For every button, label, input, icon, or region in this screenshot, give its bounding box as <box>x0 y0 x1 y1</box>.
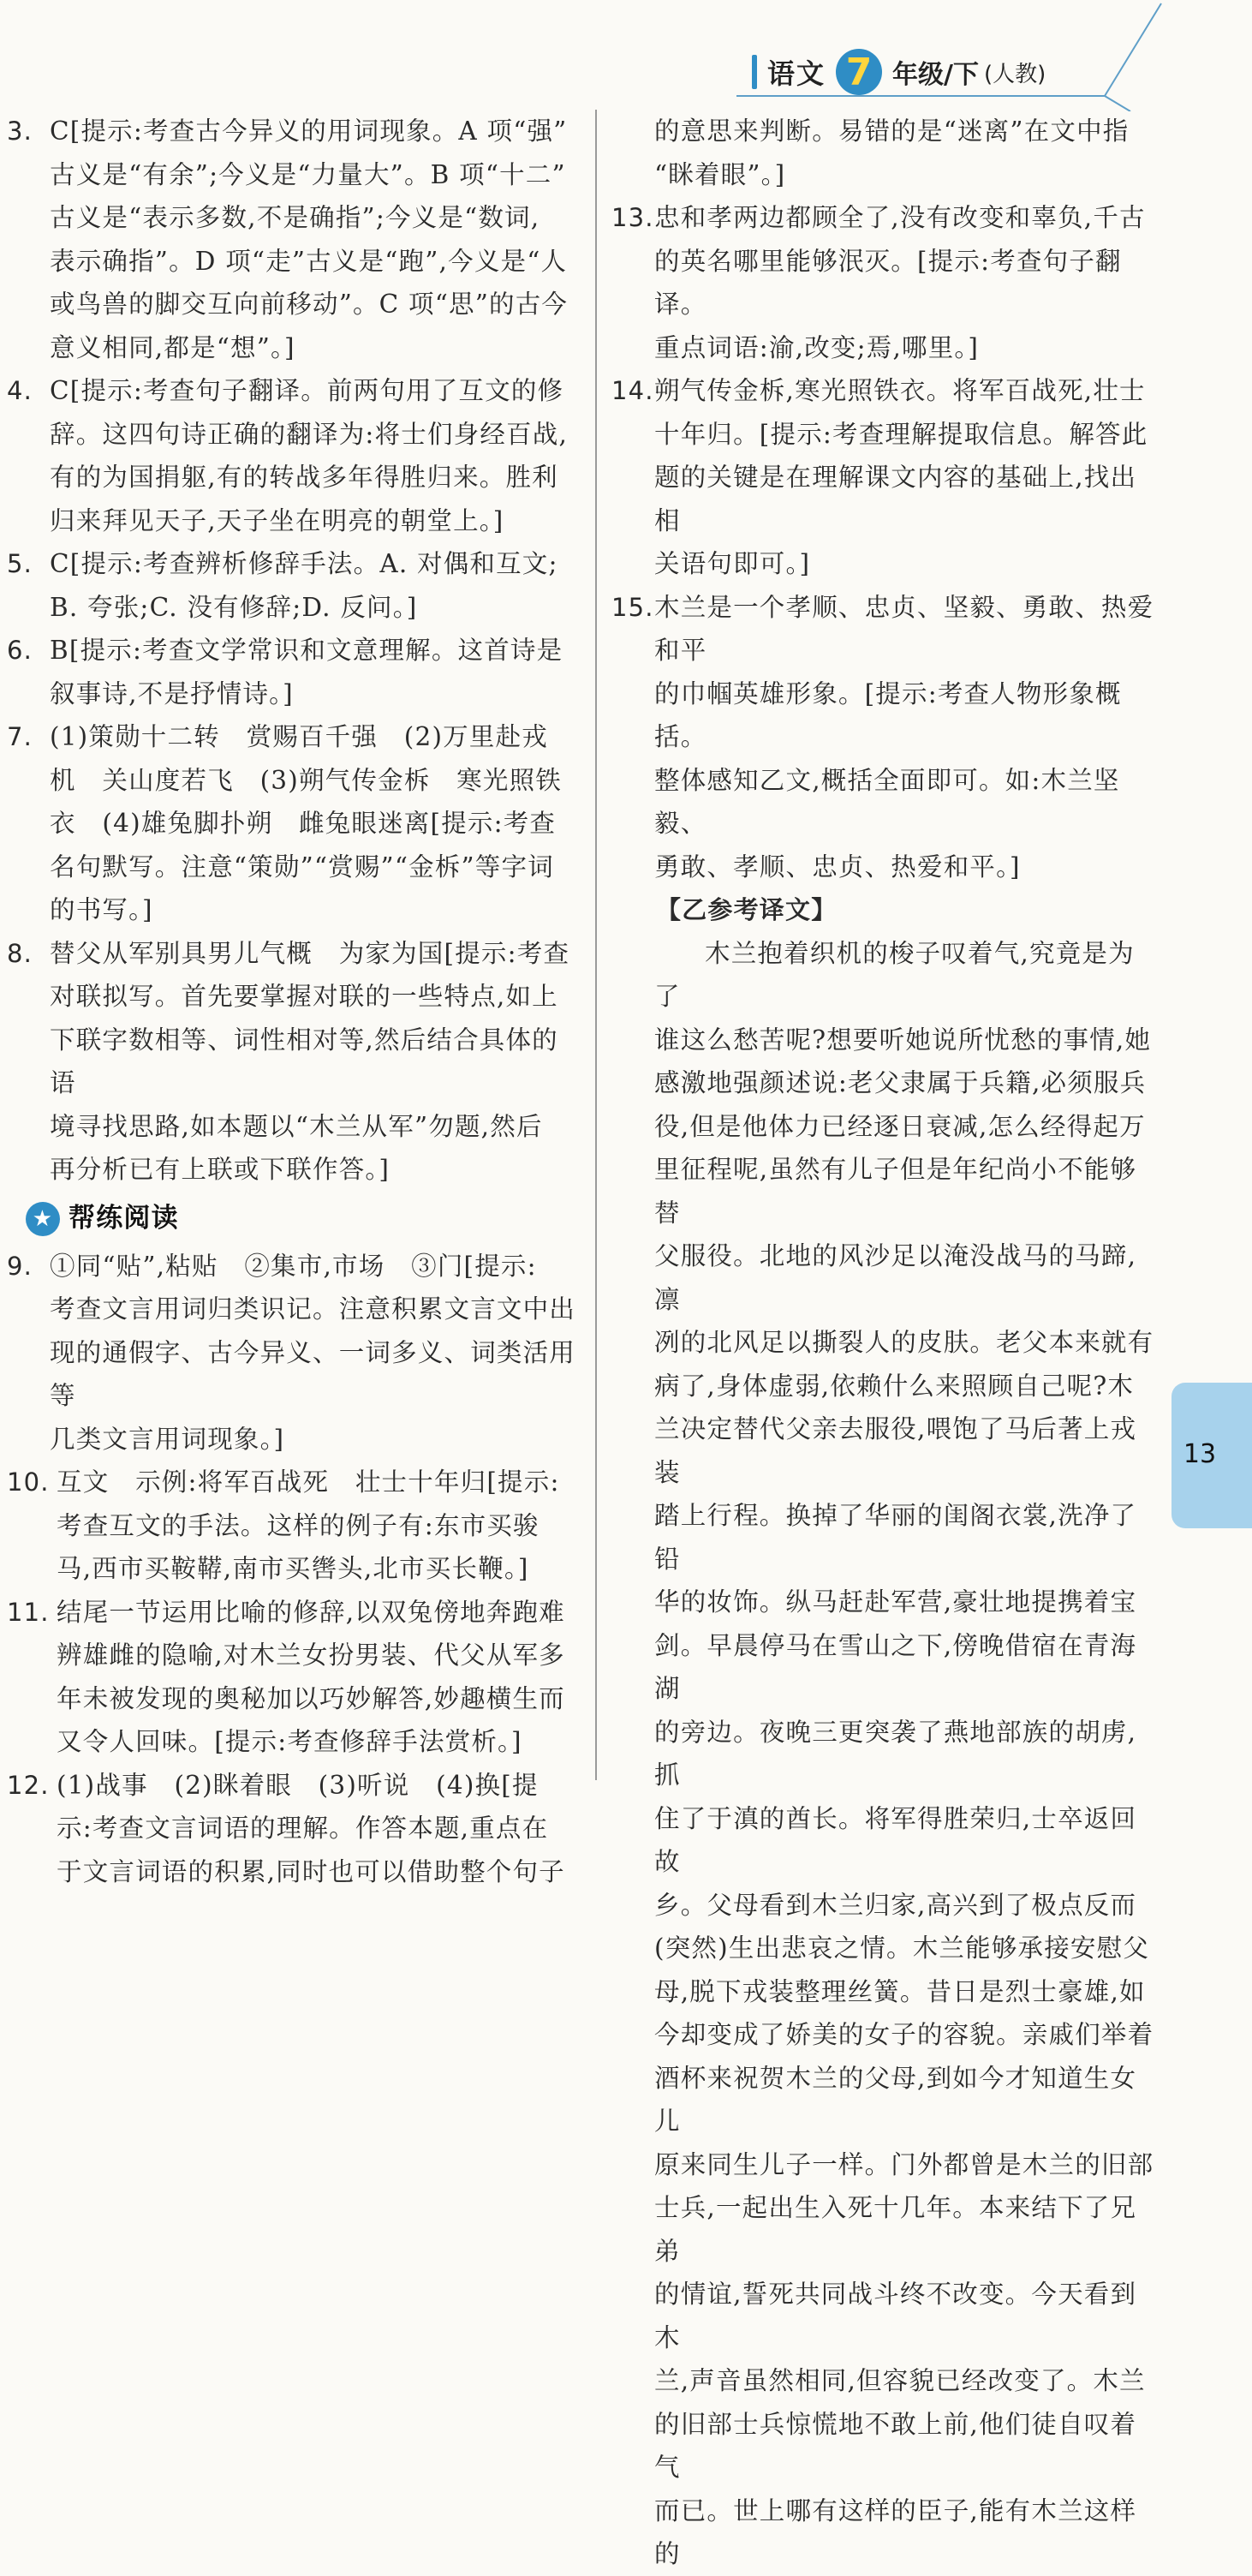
answer-line: 又令人回味。[提示:考查修辞手法赏析。] <box>57 1727 522 1756</box>
translation-line: 木兰抱着织机的梭子叹着气,究竟是为了 <box>654 938 1135 1011</box>
answer-line: 木兰是一个孝顺、忠贞、坚毅、勇敢、热爱和平 <box>654 592 1154 665</box>
answer-13 <box>611 196 1160 369</box>
answer-line: 马,西市买鞍鞯,南市买辔头,北市买长鞭。] <box>57 1554 529 1583</box>
column-divider <box>595 110 597 1780</box>
answer-line: ①同“贴”,粘贴 ②集市,市场 ③门[提示: <box>50 1251 537 1281</box>
answer-3 <box>7 110 582 369</box>
translation-line: 的旁边。夜晚三更突袭了燕地部族的胡虏,抓 <box>654 1717 1137 1790</box>
translation-line: 乡。父母看到木兰归家,高兴到了极点反而 <box>654 1890 1137 1920</box>
answer-line: 衣 (4)雄兔脚扑朔 雌兔眼迷离[提示:考查 <box>50 809 557 838</box>
answer-11 <box>7 1591 582 1764</box>
edition-label: (人教) <box>983 61 1046 87</box>
answer-line: 整体感知乙文,概括全面即可。如:木兰坚毅、 <box>654 765 1120 838</box>
answer-line: 对联拟写。首先要掌握对联的一些特点,如上 <box>50 982 558 1011</box>
answer-line: 勇敢、孝顺、忠贞、热爱和平。] <box>654 852 1021 882</box>
answer-line: 表示确指”。D 项“走”古义是“跑”,今义是“人 <box>50 246 568 276</box>
answer-number: 6. <box>7 636 33 665</box>
answer-line: 互文 示例:将军百战死 壮士十年归[提示: <box>57 1467 560 1497</box>
answer-line: 的书写。] <box>50 895 153 924</box>
translation-line: 的旧部士兵惊慌地不敢上前,他们徒自叹着气 <box>654 2409 1137 2482</box>
answer-number: 10. <box>7 1467 50 1497</box>
answer-line: 下联字数相等、词性相对等,然后结合具体的语 <box>50 1025 558 1097</box>
section-heading <box>26 1197 582 1241</box>
header-bar-mark <box>752 55 757 89</box>
answer-line: 关语句即可。] <box>654 549 811 578</box>
answer-6 <box>7 629 582 715</box>
page-number: 13 <box>1183 1439 1217 1469</box>
answer-line: 题的关键是在理解课文内容的基础上,找出相 <box>654 463 1137 535</box>
answer-7 <box>7 715 582 932</box>
answer-line: 十年归。[提示:考查理解提取信息。解答此 <box>654 419 1148 449</box>
translation-line: (突然)生出悲哀之情。木兰能够承接安慰父 <box>654 1933 1150 1963</box>
answer-line: 再分析已有上联或下联作答。] <box>50 1155 391 1184</box>
right-column <box>611 110 1160 2576</box>
answer-line: 示:考查文言词语的理解。作答本题,重点在 <box>57 1814 549 1843</box>
answer-line: 机 关山度若飞 (3)朔气传金柝 寒光照铁 <box>50 765 562 795</box>
translation-line: 兰,声音虽然相同,但容貌已经改变了。木兰 <box>654 2366 1146 2395</box>
translation-line: 住了于滇的酋长。将军得胜荣归,士卒返回故 <box>654 1803 1137 1876</box>
answer-line: C[提示:考查古今异义的用词现象。A 项“强” <box>50 117 568 146</box>
translation-line: 病了,身体虚弱,依赖什么来照顾自己呢?木 <box>654 1371 1135 1401</box>
answer-number: 8. <box>7 938 33 968</box>
translation-line: 华的妆饰。纵马赶赴军营,豪壮地提携着宝 <box>654 1587 1137 1617</box>
answer-number: 7. <box>7 722 33 751</box>
translation-line: 父服役。北地的风沙足以淹没战马的马蹄,凛 <box>654 1241 1137 1314</box>
answer-line: 的巾帼英雄形象。[提示:考查人物形象概括。 <box>654 678 1122 751</box>
answer-line: 有的为国捐躯,有的转战多年得胜归来。胜利 <box>50 463 558 492</box>
answer-line: 的英名哪里能够泯灭。[提示:考查句子翻译。 <box>654 246 1122 319</box>
translation-line: 的情谊,誓死共同战斗终不改变。今天看到木 <box>654 2280 1137 2352</box>
answer-line: 年未被发现的奥秘加以巧妙解答,妙趣横生而 <box>57 1683 565 1713</box>
translation-block <box>611 888 1160 2576</box>
answer-line: 辨雄雌的隐喻,对木兰女扮男装、代父从军多 <box>57 1641 565 1670</box>
answer-10 <box>7 1461 582 1591</box>
translation-title: 【乙参考译文】 <box>656 895 838 924</box>
answer-number: 4. <box>7 376 33 405</box>
answer-14 <box>611 369 1160 586</box>
answer-line: 境寻找思路,如本题以“木兰从军”勿题,然后 <box>50 1111 543 1141</box>
answer-line: C[提示:考查辨析修辞手法。A. 对偶和互文; <box>50 549 558 578</box>
translation-line: 士兵,一起出生入死十几年。本来结下了兄弟 <box>654 2193 1137 2266</box>
answer-number: 5. <box>7 549 33 578</box>
answer-line: “眯着眼”。] <box>654 159 786 189</box>
translation-line: 而已。世上哪有这样的臣子,能有木兰这样的 <box>654 2495 1137 2568</box>
answer-line: C[提示:考查句子翻译。前两句用了互文的修 <box>50 376 564 405</box>
answer-line: B. 夸张;C. 没有修辞;D. 反问。] <box>50 592 418 622</box>
answer-number: 3. <box>7 117 33 146</box>
answer-number: 11. <box>7 1597 50 1627</box>
translation-line: 谁这么愁苦呢?想要听她说所忧愁的事情,她 <box>654 1025 1152 1055</box>
answer-12-continued <box>611 110 1160 196</box>
answer-5 <box>7 542 582 629</box>
translation-line: 踏上行程。换掉了华丽的闺阁衣裳,洗净了铅 <box>654 1501 1137 1574</box>
translation-line: 里征程呢,虽然有儿子但是年纪尚小不能够替 <box>654 1155 1137 1228</box>
answer-line: 叙事诗,不是抒情诗。] <box>50 678 294 708</box>
translation-line: 酒杯来祝贺木兰的父母,到如今才知道生女儿 <box>654 2063 1137 2136</box>
answer-line: 古义是“表示多数,不是确指”;今义是“数词, <box>50 203 540 232</box>
answer-line: (1)战事 (2)眯着眼 (3)听说 (4)换[提 <box>57 1770 539 1800</box>
subject-label: 语文 <box>767 57 826 90</box>
answer-line: 辞。这四句诗正确的翻译为:将士们身经百战, <box>50 419 569 449</box>
translation-line: 母,脱下戎装整理丝簧。昔日是烈士豪雄,如 <box>654 1976 1146 2006</box>
grade-number-badge: 7 <box>836 49 882 95</box>
answer-line: 的意思来判断。易错的是“迷离”在文中指 <box>654 117 1130 146</box>
answer-line: 重点词语:渝,改变;焉,哪里。] <box>654 332 980 362</box>
grade-term-label: 年级/下 <box>892 60 979 90</box>
answer-line: 结尾一节运用比喻的修辞,以双兔傍地奔跑难 <box>57 1597 565 1627</box>
answer-8 <box>7 932 582 1192</box>
translation-line: 剑。早晨停马在雪山之下,傍晚借宿在青海湖 <box>654 1630 1137 1703</box>
answer-4 <box>7 369 582 542</box>
answer-12 <box>7 1764 582 1894</box>
answer-line: 归来拜见天子,天子坐在明亮的朝堂上。] <box>50 505 504 535</box>
answer-line: 现的通假字、古今异义、一词多义、词类活用等 <box>50 1337 576 1410</box>
answer-line: 或鸟兽的脚交互向前移动”。C 项“思”的古今 <box>50 290 569 319</box>
header-decoration <box>0 0 1252 111</box>
answer-number: 13. <box>611 203 654 232</box>
translation-line: 冽的北风足以撕裂人的皮肤。老父本来就有 <box>654 1328 1154 1357</box>
answer-number: 9. <box>7 1251 33 1281</box>
star-icon: ★ <box>26 1202 60 1236</box>
translation-line: 兰决定替代父亲去服役,喂饱了马后著上戎装 <box>654 1414 1137 1487</box>
answer-15 <box>611 586 1160 889</box>
answer-number: 14. <box>611 376 654 405</box>
answer-line: 替父从军别具男儿气概 为家为国[提示:考查 <box>50 938 570 968</box>
header-badge <box>752 50 1046 94</box>
answer-line: B[提示:考查文学常识和文意理解。这首诗是 <box>50 636 563 665</box>
answer-line: 朔气传金柝,寒光照铁衣。将军百战死,壮士 <box>654 376 1146 405</box>
left-column <box>7 110 582 1893</box>
answer-line: (1)策勋十二转 赏赐百千强 (2)万里赴戎 <box>50 722 548 751</box>
answer-number: 12. <box>7 1770 50 1800</box>
translation-line: 今却变成了娇美的女子的容貌。亲戚们举着 <box>654 2020 1154 2049</box>
translation-line: 感激地强颜述说:老父隶属于兵籍,必须服兵 <box>654 1068 1147 1097</box>
answer-9 <box>7 1245 582 1461</box>
answer-line: 考查文言用词归类识记。注意积累文言文中出 <box>50 1294 576 1324</box>
translation-line: 原来同生儿子一样。门外都曾是木兰的旧部 <box>654 2149 1154 2179</box>
answer-line: 忠和孝两边都顾全了,没有改变和辜负,千古 <box>654 203 1146 232</box>
answer-line: 名句默写。注意“策勋”“赏赐”“金柝”等字词 <box>50 852 554 882</box>
answer-line: 意义相同,都是“想”。] <box>50 332 295 362</box>
answer-line: 古义是“有余”;今义是“力量大”。B 项“十二” <box>50 159 566 189</box>
translation-line: 役,但是他体力已经逐日衰减,怎么经得起万 <box>654 1111 1146 1141</box>
answer-number: 15. <box>611 592 654 622</box>
answer-line: 于文言词语的积累,同时也可以借助整个句子 <box>57 1856 565 1886</box>
answer-line: 几类文言用词现象。] <box>50 1424 285 1454</box>
answer-line: 考查互文的手法。这样的例子有:东市买骏 <box>57 1510 540 1540</box>
section-title: 帮练阅读 <box>69 1203 179 1234</box>
